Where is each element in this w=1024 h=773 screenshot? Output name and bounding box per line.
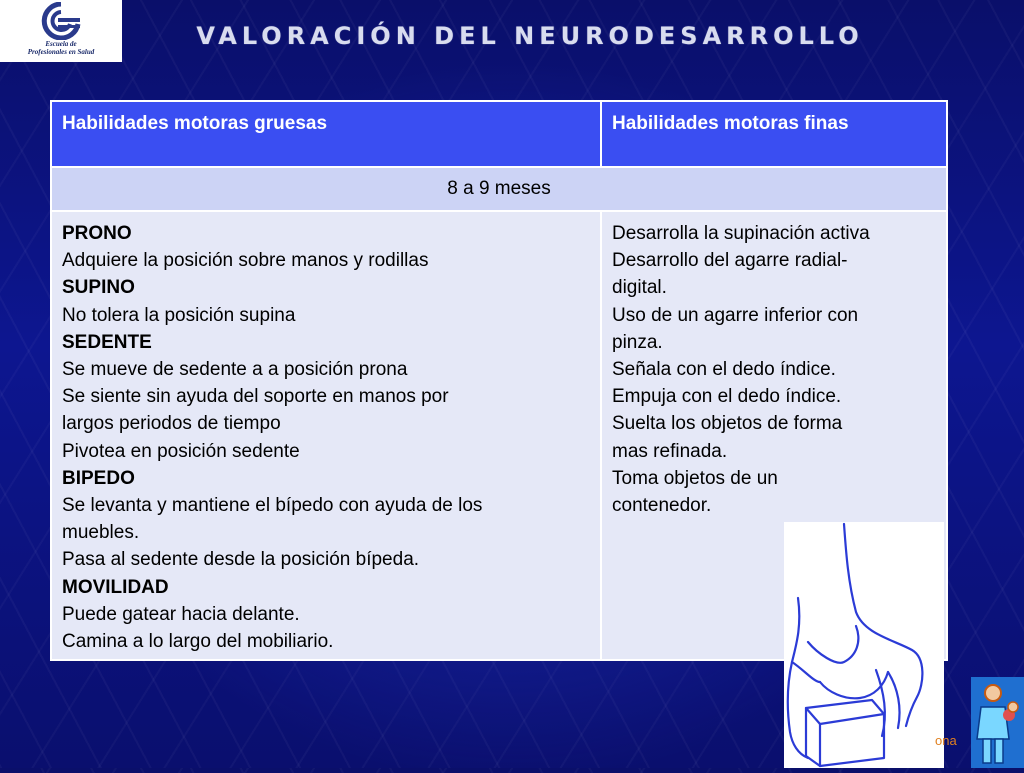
footer-text-fragment: ona — [935, 733, 957, 748]
fine-motor-item: Uso de un agarre inferior con — [612, 304, 859, 326]
fine-motor-item: Señala con el dedo índice. — [612, 359, 836, 381]
gross-motor-item: muebles. — [62, 522, 140, 544]
fine-motor-item: digital. — [612, 277, 667, 299]
gross-motor-item: Se siente sin ayuda del soporte en manos por — [62, 386, 449, 408]
section-heading: BIPEDO — [62, 467, 135, 489]
health-worker-figure — [971, 677, 1024, 768]
fine-motor-item: Desarrollo del agarre radial- — [612, 250, 848, 272]
logo-text-line2: Profesionales en Salud — [27, 48, 95, 56]
gross-motor-item: Puede gatear hacia delante. — [62, 603, 300, 625]
gross-motor-item: No tolera la posición supina — [62, 304, 296, 326]
section-heading: SUPINO — [62, 277, 135, 299]
fine-motor-item: Suelta los objetos de forma — [612, 413, 843, 435]
header-fine-motor: Habilidades motoras finas — [601, 101, 947, 167]
fine-motor-item: pinza. — [612, 331, 663, 353]
fine-motor-item: contenedor. — [612, 495, 712, 517]
gross-motor-item: Pasa al sedente desde la posición bípeda. — [62, 549, 420, 571]
fine-motor-item: mas refinada. — [612, 440, 728, 462]
gross-motor-cell — [51, 211, 601, 660]
fine-motor-item: Desarrolla la supinación activa — [612, 223, 870, 244]
section-heading: MOVILIDAD — [62, 576, 169, 598]
hand-grasping-block-icon — [784, 522, 944, 768]
gross-motor-item: Se levanta y mantiene el bípedo con ayuda de los — [62, 495, 483, 517]
section-heading: SEDENTE — [62, 331, 152, 353]
age-row — [51, 167, 947, 211]
gross-motor-item: Camina a lo largo del mobiliario. — [62, 631, 334, 653]
gross-motor-item: Pivotea en posición sedente — [62, 440, 300, 462]
header-gross-motor: Habilidades motoras gruesas — [51, 101, 601, 167]
gross-motor-item: Adquiere la posición sobre manos y rodillas — [62, 250, 429, 272]
page-title: VALORACIÓN DEL NEURODESARROLLO — [196, 22, 864, 50]
age-range-cell: 8 a 9 meses — [51, 167, 947, 211]
fine-motor-item: Toma objetos de un — [612, 467, 778, 489]
fine-motor-item: Empuja con el dedo índice. — [612, 386, 842, 408]
section-heading: PRONO — [62, 223, 132, 244]
gross-motor-item: largos periodos de tiempo — [62, 413, 281, 435]
school-logo — [0, 0, 122, 62]
health-worker-icon — [971, 677, 1024, 768]
logo-emblem-icon — [38, 2, 84, 40]
table-header-row — [51, 101, 947, 167]
hand-grasp-illustration — [784, 522, 944, 768]
logo-text-line1: Escuela de — [45, 40, 77, 48]
gross-motor-item: Se mueve de sedente a a posición prona — [62, 359, 408, 381]
